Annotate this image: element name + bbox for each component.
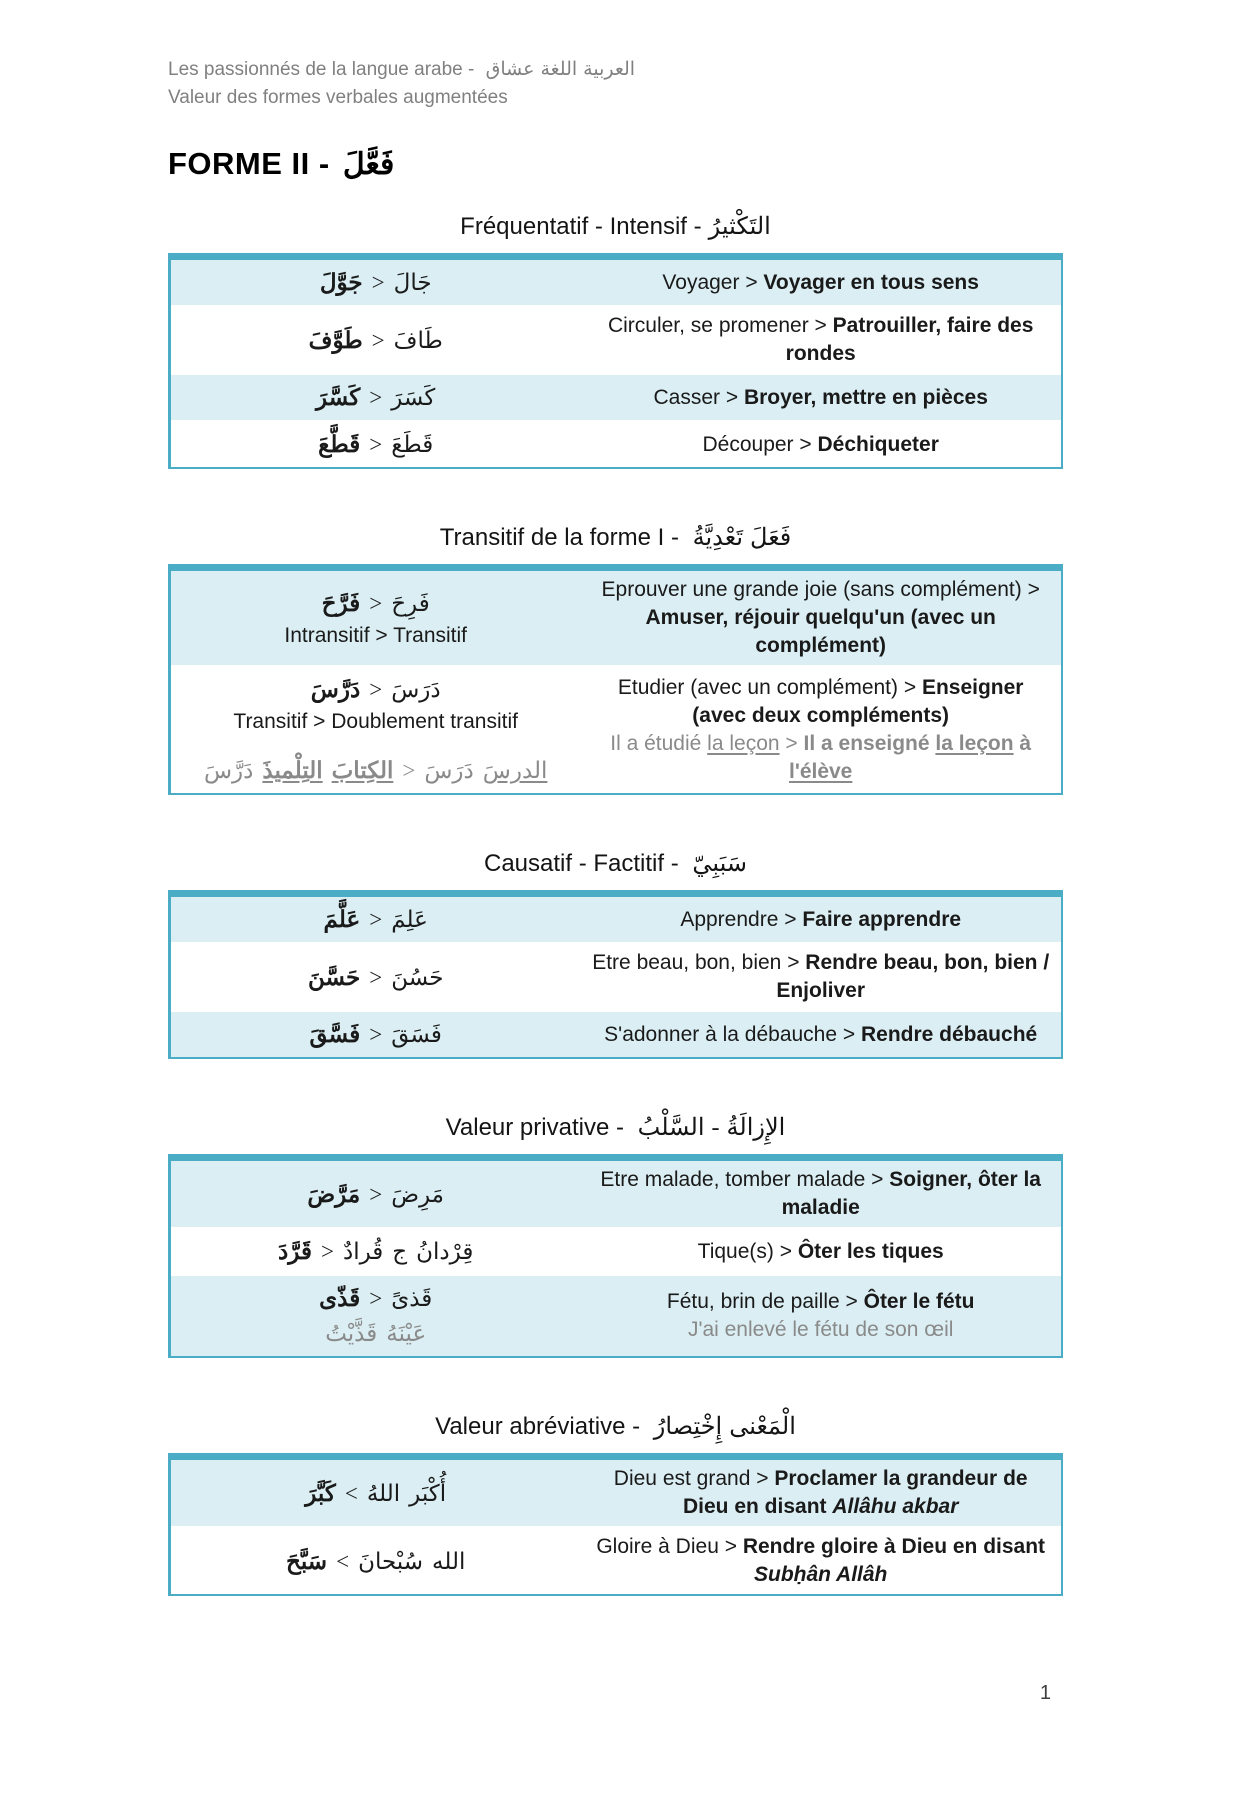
text-segment: > xyxy=(369,1181,383,1207)
text-segment: كَبَّرَ xyxy=(305,1480,336,1506)
french-cell xyxy=(580,1276,1061,1356)
document-header xyxy=(168,56,1241,112)
section-heading-french: Valeur privative - xyxy=(445,1114,631,1141)
value-table xyxy=(168,1154,1063,1358)
table-row xyxy=(171,897,1061,944)
arabic-cell xyxy=(171,1276,580,1356)
text-segment: > xyxy=(369,1022,383,1047)
french-line xyxy=(590,906,1051,934)
arabic-line xyxy=(181,1234,570,1269)
page-title-french: FORME II - xyxy=(168,146,339,181)
text-segment: Allâhu akbar xyxy=(832,1495,959,1518)
value-table xyxy=(168,564,1063,795)
text-segment: > xyxy=(369,1286,383,1311)
text-segment: دَرَسَ xyxy=(391,677,441,702)
text-segment: Apprendre > xyxy=(680,907,803,931)
text-segment: Gloire à Dieu > xyxy=(596,1535,743,1558)
french-line xyxy=(590,384,1051,412)
section-2 xyxy=(0,523,1241,795)
section-1 xyxy=(0,212,1241,469)
header-arabic-word: العربية xyxy=(583,59,636,80)
header-subtitle: Valeur des formes verbales augmentées xyxy=(168,87,508,108)
page-number: 1 xyxy=(1039,1682,1051,1704)
section-heading-arabic-word: الإِزالَةُ xyxy=(726,1115,786,1141)
french-cell xyxy=(580,260,1061,305)
section-5 xyxy=(0,1412,1241,1596)
text-segment: قَذىً xyxy=(391,1286,433,1311)
section-heading-french: Transitif de la forme I - xyxy=(439,524,686,551)
french-line xyxy=(590,674,1051,730)
arabic-cell xyxy=(171,422,580,467)
text-segment: جَالَ xyxy=(393,270,432,295)
french-line xyxy=(590,576,1051,660)
text-segment: Voyager > xyxy=(662,270,764,294)
arabic-line xyxy=(181,902,570,937)
text-segment: أُكْبَر xyxy=(409,1480,447,1506)
header-title-arabic xyxy=(480,59,635,80)
text-segment: Enseigner (avec deux compléments) xyxy=(692,676,1024,727)
text-segment: عَلِمَ xyxy=(391,907,428,932)
text-segment: Rendre débauché xyxy=(860,1022,1038,1046)
text-segment: > xyxy=(369,964,383,990)
text-segment: la leçon xyxy=(935,732,1014,755)
text-segment: التِلْميذَ xyxy=(262,758,323,783)
arabic-cell xyxy=(171,667,580,793)
header-title-french: Les passionnés de la langue arabe - xyxy=(168,59,480,80)
text-segment: Faire apprendre xyxy=(802,907,962,931)
section-4 xyxy=(0,1113,1241,1358)
section-heading-arabic-word: التَكْثيرُ xyxy=(708,214,771,240)
text-segment: اللهُ xyxy=(366,1480,401,1506)
text-segment: > xyxy=(369,907,383,932)
header-arabic-word: عشاق xyxy=(485,59,535,80)
text-segment: Soigner, ôter la maladie xyxy=(781,1168,1041,1219)
grammar-note-line xyxy=(181,707,570,737)
table-row xyxy=(171,375,1061,422)
arabic-line xyxy=(181,1476,570,1511)
french-line xyxy=(590,1316,1051,1344)
section-heading-french: Fréquentatif - Intensif - xyxy=(460,213,702,240)
text-segment: ج xyxy=(392,1239,408,1264)
text-segment: فَسَّقَ xyxy=(309,1022,361,1047)
text-segment: Intransitif > Transitif xyxy=(284,623,468,647)
text-segment: Il a étudié xyxy=(610,732,708,755)
text-segment: Ôter les tiques xyxy=(797,1239,944,1263)
text-segment: > xyxy=(320,1239,334,1264)
french-cell xyxy=(580,307,1061,373)
french-cell xyxy=(580,375,1061,420)
text-segment: > xyxy=(369,677,383,702)
text-segment: سُبْحانَ xyxy=(358,1548,424,1574)
text-segment: قِرْدانُ xyxy=(416,1239,474,1264)
arabic-cell xyxy=(171,307,580,373)
section-heading-french: Causatif - Factitif - xyxy=(484,850,686,877)
table-row xyxy=(171,667,1061,793)
value-table xyxy=(168,253,1063,469)
text-segment: Il a enseigné xyxy=(803,732,936,755)
arabic-line xyxy=(181,960,570,995)
document-page xyxy=(0,56,1241,1704)
arabic-line xyxy=(181,1544,570,1579)
section-heading xyxy=(168,1113,1063,1142)
table-row xyxy=(171,1229,1061,1276)
arabic-cell xyxy=(171,944,580,1010)
text-segment: < xyxy=(344,1480,358,1506)
arabic-line xyxy=(181,427,570,462)
section-heading xyxy=(168,849,1063,878)
text-segment: الله xyxy=(432,1548,466,1574)
text-segment: عَيْنَهُ xyxy=(386,1321,427,1346)
text-segment: قَذَّيْتُ xyxy=(325,1321,378,1346)
table-row xyxy=(171,1012,1061,1057)
arabic-line xyxy=(181,1017,570,1052)
header-arabic-word: اللغة xyxy=(540,59,578,80)
text-segment: > xyxy=(402,758,416,783)
french-cell xyxy=(580,667,1061,793)
page-title-arabic: فَعَّلَ xyxy=(342,148,395,181)
text-segment: la leçon xyxy=(707,732,780,755)
value-table xyxy=(168,890,1063,1059)
table-row xyxy=(171,944,1061,1012)
french-line xyxy=(590,1465,1051,1521)
text-segment: كَسَّرَ xyxy=(316,385,361,410)
text-segment: قَذّى xyxy=(319,1286,361,1311)
arabic-cell xyxy=(171,1012,580,1057)
french-cell xyxy=(580,1229,1061,1274)
arabic-line xyxy=(181,1177,570,1212)
text-segment: طَوَّفَ xyxy=(308,327,363,353)
section-heading-arabic-word: إِخْتِصارُ xyxy=(653,1414,723,1440)
text-segment: Rendre gloire à Dieu en disant xyxy=(742,1535,1046,1558)
section-heading xyxy=(168,523,1063,552)
french-line xyxy=(590,431,1051,459)
text-segment: > xyxy=(371,270,385,295)
text-segment: سَبَّحَ xyxy=(286,1548,328,1574)
text-segment: Etre beau, bon, bien > xyxy=(592,951,806,974)
section-heading-arabic-word: - xyxy=(711,1115,720,1141)
arabic-cell xyxy=(171,375,580,420)
french-line xyxy=(590,1021,1051,1049)
text-segment: Fétu, brin de paille > xyxy=(666,1290,864,1313)
french-line xyxy=(590,949,1051,1005)
text-segment: Etre malade, tomber malade > xyxy=(600,1168,890,1191)
text-segment: فَرِحَ xyxy=(391,590,430,616)
arabic-line xyxy=(181,1316,570,1351)
text-segment: حَسَّنَ xyxy=(307,964,361,990)
text-segment: Broyer, mettre en pièces xyxy=(743,385,988,409)
arabic-line xyxy=(181,672,570,707)
french-cell xyxy=(580,944,1061,1010)
arabic-cell xyxy=(171,897,580,942)
section-heading-arabic-word: سَبَبِيّ xyxy=(692,851,747,877)
text-segment: دَرَسَ xyxy=(424,758,474,783)
text-segment: > xyxy=(369,385,383,410)
text-segment: مَرَّضَ xyxy=(307,1181,361,1207)
table-row xyxy=(171,571,1061,667)
text-segment: Circuler, se promener > xyxy=(607,314,833,337)
text-segment: قُرادٌ xyxy=(342,1239,384,1264)
text-segment: > xyxy=(371,327,385,353)
arabic-line xyxy=(181,586,570,621)
text-segment: S'adonner à la débauche > xyxy=(604,1022,861,1046)
french-line xyxy=(590,1166,1051,1222)
text-segment: Amuser, réjouir quelqu'un (avec un complément) xyxy=(645,606,996,657)
value-table xyxy=(168,1453,1063,1596)
french-cell xyxy=(580,1460,1061,1526)
text-segment: فَرَّحَ xyxy=(321,590,361,616)
text-segment: Transitif > Doublement transitif xyxy=(233,710,518,733)
text-segment: الدرسَ xyxy=(482,758,548,783)
text-segment: طَافَ xyxy=(393,327,443,353)
french-line xyxy=(590,730,1051,786)
french-cell xyxy=(580,897,1061,942)
section-heading-arabic-word: فَعَلَ xyxy=(750,525,792,551)
french-cell xyxy=(580,1161,1061,1227)
text-segment: حَسُنَ xyxy=(391,964,444,990)
section-heading-arabic-word: تَعْدِيَّةُ xyxy=(692,525,744,551)
text-segment: Voyager en tous sens xyxy=(763,270,979,294)
french-cell xyxy=(580,422,1061,467)
sections-container xyxy=(0,212,1241,1596)
french-cell xyxy=(580,571,1061,665)
text-segment: à xyxy=(1013,732,1032,755)
text-segment: Rendre beau, bon, bien / Enjoliver xyxy=(776,951,1050,1002)
text-segment: > xyxy=(369,432,383,457)
arabic-line xyxy=(181,1281,570,1316)
text-segment: l'élève xyxy=(788,760,853,783)
section-heading-french: Valeur abréviative - xyxy=(435,1413,647,1440)
page-title xyxy=(168,146,1241,182)
text-segment: Patrouiller, faire des rondes xyxy=(785,314,1034,365)
arabic-cell xyxy=(171,260,580,305)
text-segment: الكِتابَ xyxy=(331,758,394,783)
text-segment: > xyxy=(779,732,804,755)
arabic-cell xyxy=(171,1460,580,1526)
text-segment: Proclamer la grandeur de Dieu en disant xyxy=(682,1467,1028,1518)
text-segment: Casser > xyxy=(653,385,744,409)
arabic-cell xyxy=(171,1229,580,1274)
french-cell xyxy=(580,1528,1061,1594)
french-line xyxy=(590,1533,1051,1589)
arabic-line xyxy=(181,265,570,300)
text-segment: عَلَّمَ xyxy=(323,907,361,932)
arabic-cell xyxy=(171,571,580,665)
table-row xyxy=(171,260,1061,307)
grammar-note-line xyxy=(181,621,570,651)
text-segment: قَطَّعَ xyxy=(318,432,361,457)
text-segment: Découper > xyxy=(702,432,818,456)
text-segment: Eprouver une grande joie (sans complément) > xyxy=(601,578,1040,601)
table-row xyxy=(171,422,1061,467)
arabic-line xyxy=(181,753,570,788)
french-line xyxy=(590,1288,1051,1316)
section-heading-arabic-word: السَّلْبُ xyxy=(637,1115,705,1141)
french-cell xyxy=(580,1012,1061,1057)
text-segment: دَرَّسَ xyxy=(310,677,361,702)
table-row xyxy=(171,1276,1061,1356)
text-segment: > xyxy=(369,590,383,616)
text-segment: Déchiqueter xyxy=(817,432,939,456)
section-heading xyxy=(168,212,1063,241)
french-line xyxy=(590,312,1051,368)
arabic-line xyxy=(181,323,570,358)
text-segment: Ôter le fétu xyxy=(863,1290,975,1313)
section-heading xyxy=(168,1412,1063,1441)
arabic-cell xyxy=(171,1528,580,1594)
text-segment: جَوَّلَ xyxy=(319,270,363,295)
text-segment: فَسَقَ xyxy=(391,1022,442,1047)
text-segment: دَرَّسَ xyxy=(203,758,254,783)
french-line xyxy=(590,1238,1051,1266)
text-segment: < xyxy=(336,1548,350,1574)
header-line-1 xyxy=(168,56,1241,84)
section-heading-arabic-word: الْمَعْنى xyxy=(729,1414,796,1440)
table-row xyxy=(171,1161,1061,1229)
text-segment: قَرَّدَ xyxy=(278,1239,312,1264)
table-row xyxy=(171,1460,1061,1528)
text-segment: قَطَعَ xyxy=(391,432,434,457)
table-row xyxy=(171,307,1061,375)
text-segment: Subḥân Allâh xyxy=(753,1563,888,1586)
text-segment: J'ai enlevé le fétu de son œil xyxy=(687,1318,954,1341)
text-segment: كَسَرَ xyxy=(391,385,436,410)
table-row xyxy=(171,1528,1061,1594)
text-segment: Dieu est grand > xyxy=(613,1467,775,1490)
french-line xyxy=(590,269,1051,297)
text-segment: مَرِضَ xyxy=(391,1181,445,1207)
section-3 xyxy=(0,849,1241,1059)
arabic-line xyxy=(181,380,570,415)
text-segment: Tique(s) > xyxy=(697,1239,798,1263)
text-segment: Etudier (avec un complément) > xyxy=(617,676,922,699)
arabic-cell xyxy=(171,1161,580,1227)
